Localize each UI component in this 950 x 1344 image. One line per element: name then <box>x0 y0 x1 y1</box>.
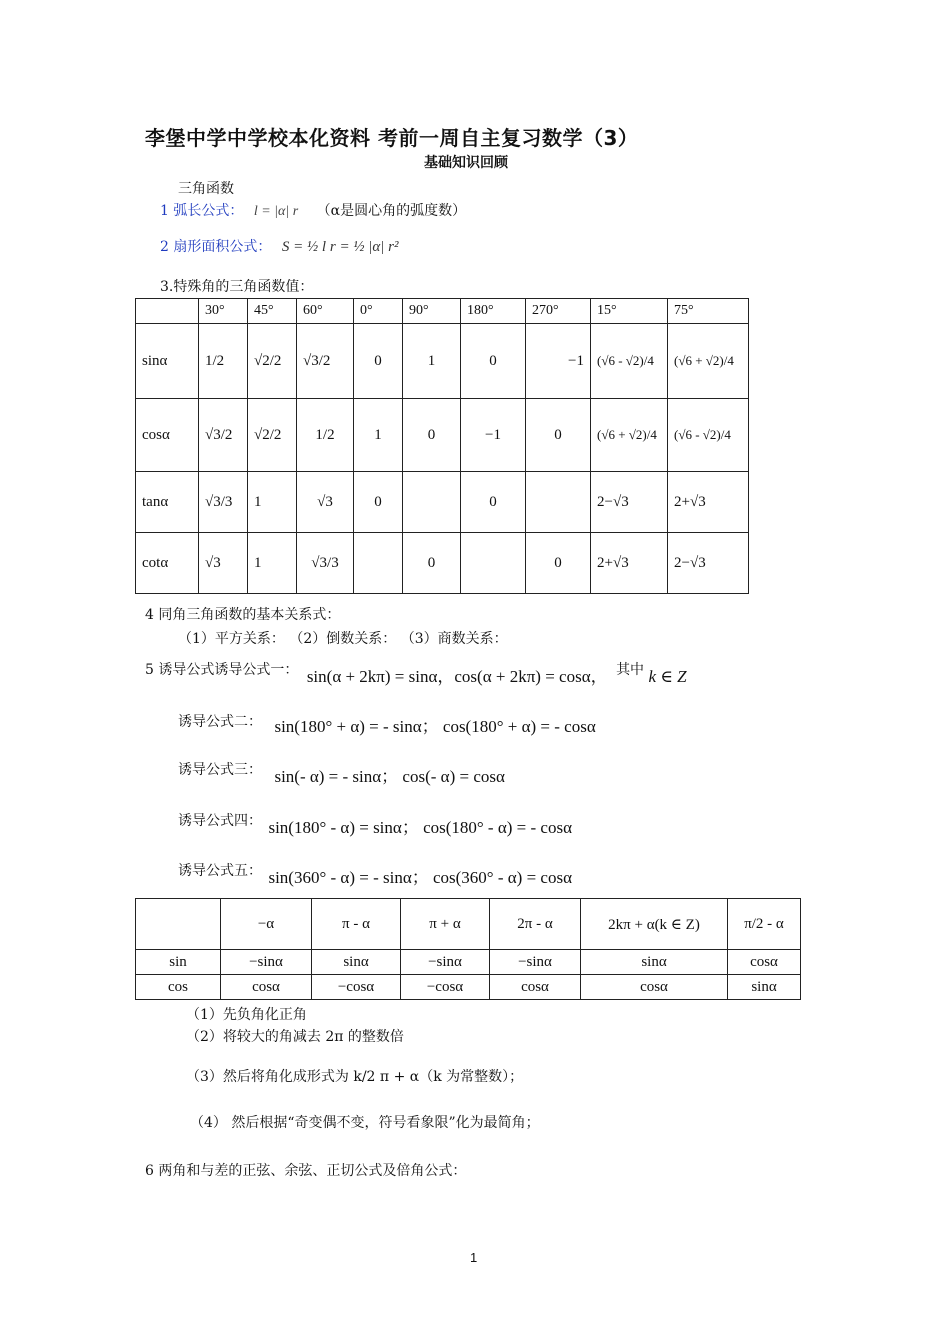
table-cell: 0 <box>354 472 403 533</box>
header-cell: 90° <box>403 299 461 324</box>
induction-header-cell: π - α <box>312 899 401 950</box>
induction-cell: cosα <box>728 950 801 975</box>
table-cell: −1 <box>526 324 591 399</box>
induction-5-formula: sin(360° - α) = - sinα； cos(360° - α) = cosα <box>268 868 572 887</box>
induction-cell: −sinα <box>490 950 581 975</box>
table-row <box>136 533 749 594</box>
step-4: （4） 然后根据“奇变偶不变，符号看象限”化为最简角； <box>190 1115 540 1131</box>
header-cell: 180° <box>461 299 526 324</box>
sector-area-formula: S = ½ l r = ½ |α| r² <box>281 239 399 255</box>
basic-relations-items: （1）平方关系： （2）倒数关系： （3）商数关系： <box>178 631 508 647</box>
table-cell: √3 <box>297 472 354 533</box>
table-cell <box>461 533 526 594</box>
table-cell: 0 <box>354 324 403 399</box>
induction-header-cell: π + α <box>401 899 490 950</box>
induction-1-formula: sin(α + 2kπ) = sinα，cos(α + 2kπ) = cosα， <box>306 667 608 686</box>
induction-cell: −cosα <box>401 975 490 1000</box>
table-cell: −1 <box>461 399 526 472</box>
arc-length-line <box>160 200 466 220</box>
row-label: cosα <box>136 399 199 472</box>
header-cell: 0° <box>354 299 403 324</box>
table-cell: 1/2 <box>199 324 248 399</box>
step-2: （2）将较大的角减去 2π 的整数倍 <box>186 1029 404 1045</box>
table-cell: 1 <box>248 472 297 533</box>
header-cell: 45° <box>248 299 297 324</box>
table-cell: 2−√3 <box>668 533 749 594</box>
basic-relations-heading: 4 同角三角函数的基本关系式： <box>145 607 341 623</box>
table-cell: 1 <box>403 324 461 399</box>
induction-2-label: 诱导公式二： <box>178 714 262 730</box>
table-cell: (√6 + √2)/4 <box>591 399 668 472</box>
induction-row-label: sin <box>136 950 221 975</box>
header-cell: 270° <box>526 299 591 324</box>
header-cell: 75° <box>668 299 749 324</box>
section-trig-heading: 三角函数 <box>178 181 234 197</box>
induction-cell: cosα <box>581 975 728 1000</box>
induction-header-cell: −α <box>221 899 312 950</box>
table-cell: √3 <box>199 533 248 594</box>
induction-4-label: 诱导公式四： <box>178 813 262 829</box>
arc-length-note: （α是圆心角的弧度数） <box>316 203 467 219</box>
table-corner-cell <box>136 299 199 324</box>
induction-3-formula: sin(- α) = - sinα； cos(- α) = cosα <box>274 767 505 786</box>
table-cell: 0 <box>403 533 461 594</box>
induction-formula-2-line <box>178 706 596 736</box>
page-subtitle: 基础知识回顾 <box>424 155 508 171</box>
table-cell: 0 <box>526 533 591 594</box>
page-number: 1 <box>470 1250 478 1265</box>
table-cell: √3/2 <box>199 399 248 472</box>
table-cell: √3/3 <box>297 533 354 594</box>
table-cell: (√6 - √2)/4 <box>668 399 749 472</box>
table-cell <box>526 472 591 533</box>
table-cell: 0 <box>403 399 461 472</box>
induction-formula-4-line <box>178 805 572 837</box>
table-cell <box>403 472 461 533</box>
arc-length-label: 1 弧长公式： <box>160 203 244 219</box>
header-cell: 15° <box>591 299 668 324</box>
induction-cell: −sinα <box>221 950 312 975</box>
row-label: cotα <box>136 533 199 594</box>
special-angles-label: 3.特殊角的三角函数值： <box>160 279 314 295</box>
induction-formula-3-line <box>178 754 505 786</box>
induction-formula-1-line <box>145 654 687 686</box>
table-cell: 2−√3 <box>591 472 668 533</box>
induction-cell: cosα <box>490 975 581 1000</box>
table-row <box>136 399 749 472</box>
arc-length-formula: l = |α| r <box>253 204 299 219</box>
induction-row-label: cos <box>136 975 221 1000</box>
table-row <box>136 324 749 399</box>
induction-table-row <box>136 950 801 975</box>
row-label: sinα <box>136 324 199 399</box>
induction-cell: cosα <box>221 975 312 1000</box>
page-title: 李堡中学中学校本化资料 考前一周自主复习数学（3） <box>145 126 639 150</box>
induction-5-label: 诱导公式五： <box>178 863 262 879</box>
induction-1-label: 5 诱导公式诱导公式一： <box>145 662 299 678</box>
table-cell: 1 <box>354 399 403 472</box>
table-cell: √3/3 <box>199 472 248 533</box>
induction-table-row <box>136 975 801 1000</box>
special-angles-table <box>135 298 749 594</box>
induction-4-formula: sin(180° - α) = sinα； cos(180° - α) = - cosα <box>268 818 572 837</box>
section-6-heading: 6 两角和与差的正弦、余弦、正切公式及倍角公式： <box>145 1163 467 1179</box>
sector-area-label: 2 扇形面积公式： <box>160 239 272 255</box>
table-cell: 0 <box>461 472 526 533</box>
induction-corner-cell <box>136 899 221 950</box>
induction-3-label: 诱导公式三： <box>178 762 262 778</box>
row-label: tanα <box>136 472 199 533</box>
induction-cell: −sinα <box>401 950 490 975</box>
induction-header-cell: π/2 - α <box>728 899 801 950</box>
table-cell: √2/2 <box>248 399 297 472</box>
table-cell: 2+√3 <box>591 533 668 594</box>
induction-cell: −cosα <box>312 975 401 1000</box>
induction-table <box>135 898 801 1000</box>
induction-1-tail: 其中 <box>616 662 645 678</box>
table-cell <box>354 533 403 594</box>
induction-header-cell: 2kπ + α(k ∈ Z) <box>581 899 728 950</box>
step-1: （1）先负角化正角 <box>186 1007 307 1023</box>
induction-cell: sinα <box>312 950 401 975</box>
table-cell: 2+√3 <box>668 472 749 533</box>
table-cell: √3/2 <box>297 324 354 399</box>
table-row <box>136 472 749 533</box>
sector-area-line <box>160 236 399 256</box>
table-cell: √2/2 <box>248 324 297 399</box>
table-cell: (√6 - √2)/4 <box>591 324 668 399</box>
header-cell: 30° <box>199 299 248 324</box>
induction-table-header <box>136 899 801 950</box>
step-3: （3）然后将角化成形式为 k/2 π + α（k 为常整数）； <box>186 1069 524 1085</box>
induction-header-cell: 2π - α <box>490 899 581 950</box>
induction-2-formula: sin(180° + α) = - sinα； cos(180° + α) = - cosα <box>274 717 596 736</box>
induction-cell: sinα <box>581 950 728 975</box>
table-cell: (√6 + √2)/4 <box>668 324 749 399</box>
table-cell: 0 <box>526 399 591 472</box>
induction-1-condition: k ∈ Z <box>648 667 687 686</box>
induction-cell: sinα <box>728 975 801 1000</box>
table-cell: 1/2 <box>297 399 354 472</box>
table-header-row <box>136 299 749 324</box>
table-cell: 1 <box>248 533 297 594</box>
table-cell: 0 <box>461 324 526 399</box>
induction-formula-5-line <box>178 855 572 887</box>
header-cell: 60° <box>297 299 354 324</box>
